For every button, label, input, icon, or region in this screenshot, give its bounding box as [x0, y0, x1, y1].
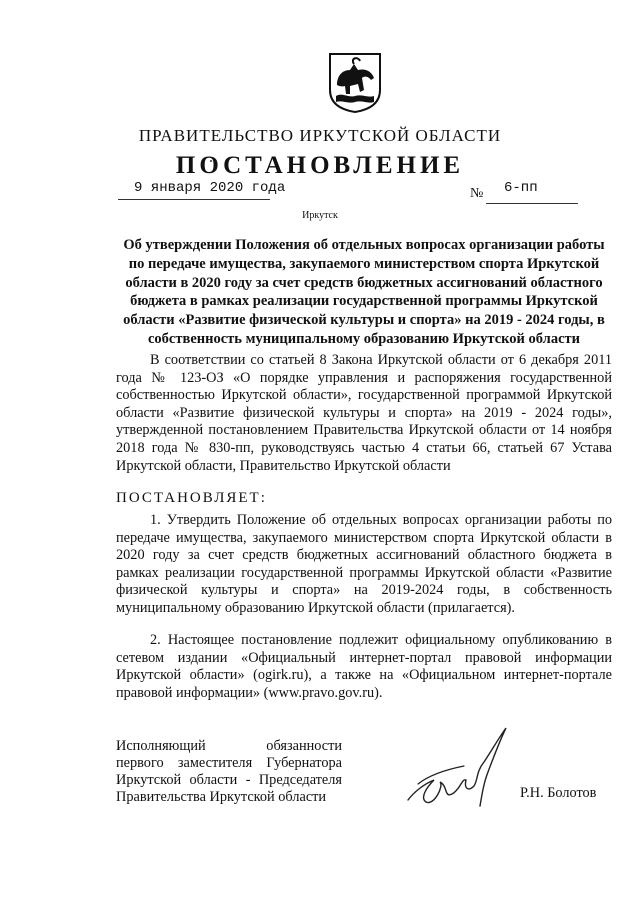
- government-name: ПРАВИТЕЛЬСТВО ИРКУТСКОЙ ОБЛАСТИ: [138, 126, 502, 145]
- point-1-paragraph: 1. Утвердить Положение об отдельных вопросах организации работы по передаче имущества, закупаемого министерством спорта Иркутской области в 2020 году за счет средств бюджетных ассигнований областного бюджета в рамках реализации государственной программы Иркутской области «Развитие физической культуры и спорта» на 2019-2024 годы, в собственность муниципальному образованию Иркутской области (прилагается).: [116, 512, 612, 616]
- document-title: Об утверждении Положения об отдельных вопросах организации работы по передаче имущества, закупаемого министерством спорта Иркутской области в 2020 году за счет средств бюджетных ассигнований областного бюджета в рамках реализации государственной программы Иркутской области «Развитие физической культуры и спорта» на 2019 - 2024 годы, в собственность муниципальному образованию Иркутской области: [123, 237, 605, 347]
- coat-of-arms-icon: [328, 52, 382, 114]
- signatory-position: [116, 738, 342, 806]
- position-line: первого заместителя Губернатора: [116, 755, 342, 771]
- position-line: Исполняющий обязанности: [116, 738, 342, 754]
- number-sign: №: [470, 186, 484, 201]
- handwritten-signature: [404, 722, 514, 822]
- number-underline: [486, 203, 578, 204]
- preamble-paragraph: В соответствии со статьей 8 Закона Иркутской области от 6 декабря 2011 года № 123-ОЗ «О порядке управления и распоряжения государственной собственностью Иркутской области», государственной программой Иркутской области «Развитие физической культуры и спорта» на 2019 - 2024 годы», утвержденной постановлением Правительства Иркутской области от 14 ноября 2018 года № 830-пп, руководствуясь частью 4 статьи 66, статьей 67 Устава Иркутской области, Правительство Иркутской области: [116, 352, 612, 474]
- signatory-name: Р.Н. Болотов: [520, 785, 597, 801]
- decree-word: ПОСТАНОВЛЯЕТ:: [116, 490, 267, 506]
- document-date: 9 января 2020 года: [134, 180, 286, 196]
- point-2-paragraph: 2. Настоящее постановление подлежит официальному опубликованию в сетевом издании «Официальный интернет-портал правовой информации Иркутской области» (ogirk.ru), а также на «Официальном интернет-портале правовой информации» (www.pravo.gov.ru).: [116, 632, 612, 701]
- city: Иркутск: [302, 210, 338, 221]
- date-underline: [118, 199, 270, 200]
- document-number: 6-пп: [504, 180, 538, 196]
- position-line: Иркутской области - Председателя: [116, 772, 342, 788]
- position-line: Правительства Иркутской области: [116, 789, 327, 805]
- document-type: ПОСТАНОВЛЕНИЕ: [175, 152, 465, 179]
